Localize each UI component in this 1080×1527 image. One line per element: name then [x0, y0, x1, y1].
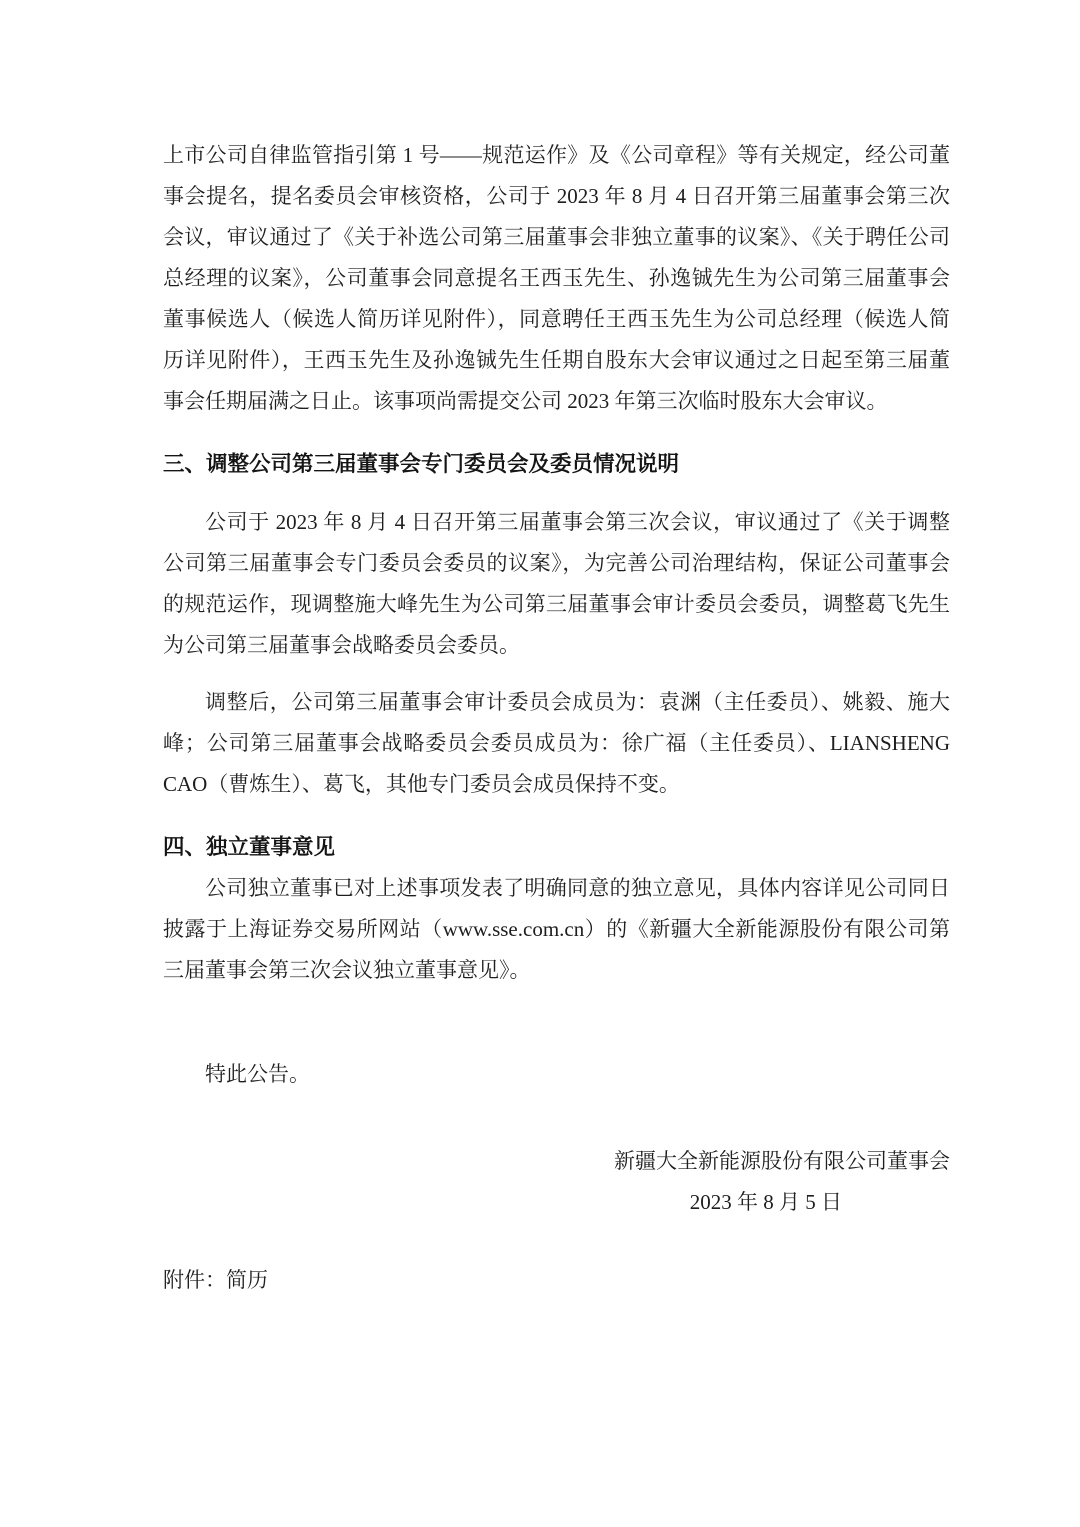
- section-heading-independent-directors-opinion: 四、独立董事意见: [163, 835, 336, 859]
- body-paragraph-independent-opinion: 公司独立董事已对上述事项发表了明确同意的独立意见，具体内容详见公司同日披露于上海证券交易所网站（www.sse.com.cn）的《新疆大全新能源股份有限公司第三届董事会第三次会议独立董事意见》。: [163, 876, 950, 982]
- section-heading-committee-adjustment: 三、调整公司第三届董事会专门委员会及委员情况说明: [163, 452, 680, 476]
- body-paragraph-continuation: 上市公司自律监管指引第 1 号——规范运作》及《公司章程》等有关规定，经公司董事会提名，提名委员会审核资格，公司于 2023 年 8 月 4 日召开第三届董事会第三次会议，审议通过了《关于补选公司第三届董事会非独立董事的议案》、《关于聘任公司总经理的议案》，公司董事会同意提名王西玉先生、孙逸铖先生为公司第三届董事会董事候选人（候选人简历详见附件），同意聘任王西玉先生为公司总经理（候选人简历详见附件），王西玉先生及孙逸铖先生任期自股东大会审议通过之日起至第三届董事会任期届满之日止。该事项尚需提交公司 2023 年第三次临时股东大会审议。: [163, 143, 950, 413]
- signature-block: [163, 1141, 950, 1223]
- signature-date: 2023 年 8 月 5 日: [689, 1190, 842, 1214]
- document-content: [163, 135, 950, 1301]
- signature-company: 新疆大全新能源股份有限公司董事会: [614, 1149, 950, 1173]
- body-paragraph-committee-members: 调整后，公司第三届董事会审计委员会成员为：袁渊（主任委员）、姚毅、施大峰；公司第三届董事会战略委员会委员成员为：徐广福（主任委员）、LIANSHENG CAO（曹炼生）、葛飞，其他专门委员会成员保持不变。: [163, 690, 950, 796]
- body-paragraph-adjustment-resolution: 公司于 2023 年 8 月 4 日召开第三届董事会第三次会议，审议通过了《关于调整公司第三届董事会专门委员会委员的议案》，为完善公司治理结构，保证公司董事会的规范运作，现调整施大峰先生为公司第三届董事会审计委员会委员，调整葛飞先生为公司第三届董事会战略委员会委员。: [163, 510, 950, 657]
- closing-statement: 特此公告。: [205, 1062, 310, 1086]
- attachment-note: 附件：简历: [163, 1268, 268, 1292]
